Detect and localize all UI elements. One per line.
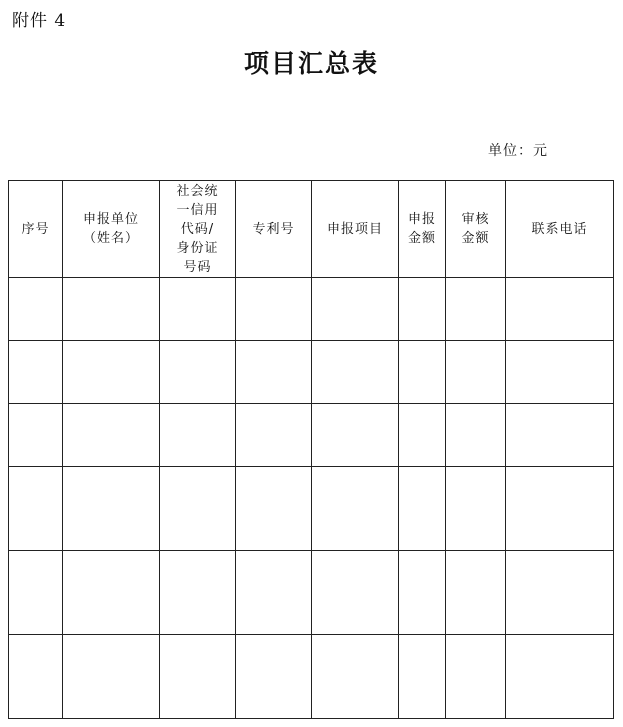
table-cell[interactable] [312,278,399,341]
table-cell[interactable] [9,635,63,719]
table-row [9,278,614,341]
table-cell[interactable] [399,467,446,551]
header-cell-project: 申报项目 [312,181,399,278]
unit-label: 单位：元 [488,143,548,159]
table-cell[interactable] [446,341,506,404]
table-row [9,635,614,719]
table-cell[interactable] [63,341,160,404]
table-cell[interactable] [160,278,236,341]
table-cell[interactable] [446,278,506,341]
table-cell[interactable] [9,341,63,404]
header-cell-patent-number: 专利号 [236,181,312,278]
table-cell[interactable] [312,551,399,635]
table-header-row [9,181,614,278]
attachment-label: 附件 4 [12,11,67,31]
table-cell[interactable] [446,551,506,635]
table-cell[interactable] [506,278,614,341]
table-cell[interactable] [236,467,312,551]
table-cell[interactable] [506,551,614,635]
table-cell[interactable] [9,278,63,341]
table-cell[interactable] [9,404,63,467]
table-cell[interactable] [236,635,312,719]
table-cell[interactable] [160,467,236,551]
table-cell[interactable] [399,551,446,635]
table-cell[interactable] [63,278,160,341]
table-cell[interactable] [63,551,160,635]
table-cell[interactable] [399,404,446,467]
table-cell[interactable] [160,341,236,404]
table-cell[interactable] [160,404,236,467]
table-cell[interactable] [446,404,506,467]
table-cell[interactable] [236,404,312,467]
table-cell[interactable] [236,551,312,635]
table-row [9,551,614,635]
header-cell-serial: 序号 [9,181,63,278]
table-cell[interactable] [506,467,614,551]
table-cell[interactable] [312,404,399,467]
table-cell[interactable] [160,635,236,719]
project-summary-table [8,180,614,719]
header-cell-credit-code: 社会统 一信用 代码/ 身份证 号码 [160,181,236,278]
table-row [9,404,614,467]
table-cell[interactable] [506,404,614,467]
header-cell-phone: 联系电话 [506,181,614,278]
table-row [9,341,614,404]
header-cell-approved-amount: 审核 金额 [446,181,506,278]
header-cell-applicant: 申报单位 （姓名） [63,181,160,278]
table-cell[interactable] [312,467,399,551]
table-cell[interactable] [63,404,160,467]
table-cell[interactable] [399,635,446,719]
table-cell[interactable] [399,341,446,404]
table-cell[interactable] [312,341,399,404]
table-cell[interactable] [312,635,399,719]
header-cell-applied-amount: 申报 金额 [399,181,446,278]
table-cell[interactable] [9,551,63,635]
table-cell[interactable] [9,467,63,551]
table-cell[interactable] [160,551,236,635]
table-cell[interactable] [63,467,160,551]
table-cell[interactable] [446,635,506,719]
table-cell[interactable] [236,341,312,404]
page-title: 项目汇总表 [243,49,379,78]
table-cell[interactable] [446,467,506,551]
table-cell[interactable] [399,278,446,341]
table-cell[interactable] [63,635,160,719]
table-row [9,467,614,551]
table-cell[interactable] [506,341,614,404]
table-cell[interactable] [236,278,312,341]
table-cell[interactable] [506,635,614,719]
